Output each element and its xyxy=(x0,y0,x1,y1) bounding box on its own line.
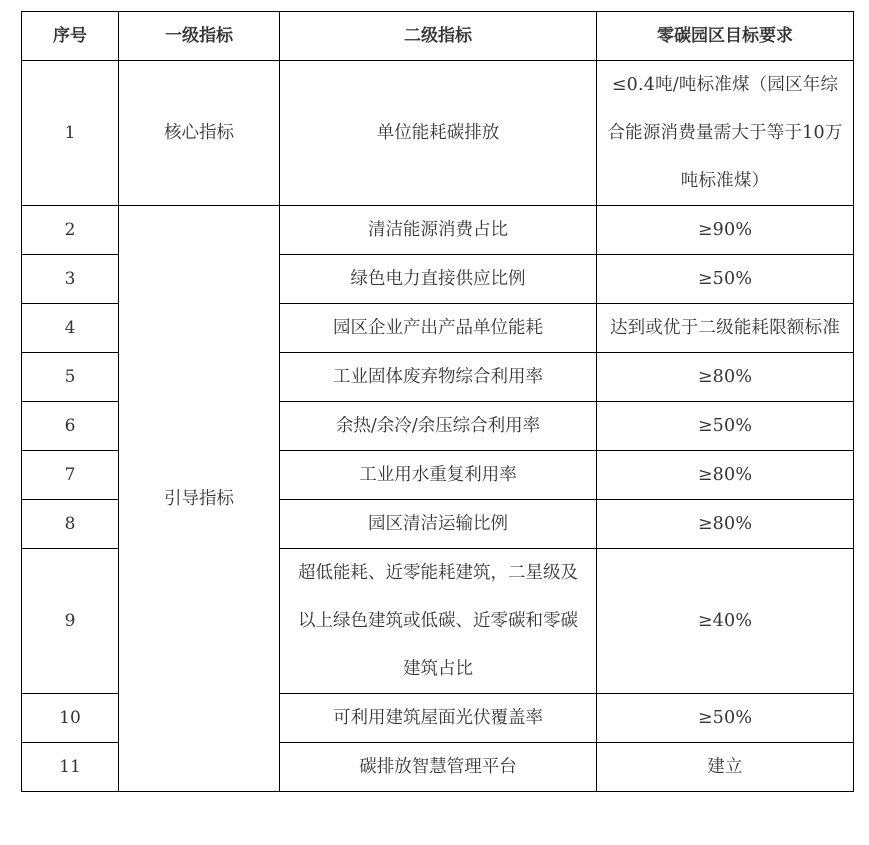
cell-serial: 7 xyxy=(22,451,119,500)
cell-serial: 10 xyxy=(22,694,119,743)
header-target: 零碳园区目标要求 xyxy=(597,12,854,61)
cell-target: ≥80% xyxy=(597,500,854,549)
cell-level2: 超低能耗、近零能耗建筑，二星级及以上绿色建筑或低碳、近零碳和零碳建筑占比 xyxy=(280,549,597,694)
cell-level2: 园区企业产出产品单位能耗 xyxy=(280,304,597,353)
cell-target: ≥80% xyxy=(597,451,854,500)
cell-target: ≥90% xyxy=(597,206,854,255)
cell-target: ≥50% xyxy=(597,694,854,743)
header-row xyxy=(22,12,854,61)
cell-level2: 工业用水重复利用率 xyxy=(280,451,597,500)
cell-target: ≥40% xyxy=(597,549,854,694)
cell-serial: 4 xyxy=(22,304,119,353)
cell-serial: 3 xyxy=(22,255,119,304)
cell-serial: 5 xyxy=(22,353,119,402)
table-body xyxy=(22,61,854,792)
cell-target: ≥80% xyxy=(597,353,854,402)
cell-serial: 2 xyxy=(22,206,119,255)
cell-target: ≥50% xyxy=(597,255,854,304)
cell-target: ≤0.4吨/吨标准煤（园区年综合能源消费量需大于等于10万吨标准煤） xyxy=(597,61,854,206)
indicator-table xyxy=(21,11,854,792)
cell-serial: 11 xyxy=(22,743,119,792)
cell-level2: 可利用建筑屋面光伏覆盖率 xyxy=(280,694,597,743)
cell-level2: 单位能耗碳排放 xyxy=(280,61,597,206)
cell-serial: 8 xyxy=(22,500,119,549)
cell-serial: 9 xyxy=(22,549,119,694)
cell-level2: 碳排放智慧管理平台 xyxy=(280,743,597,792)
cell-target: 达到或优于二级能耗限额标准 xyxy=(597,304,854,353)
cell-target: ≥50% xyxy=(597,402,854,451)
cell-level2: 余热/余冷/余压综合利用率 xyxy=(280,402,597,451)
header-level1: 一级指标 xyxy=(119,12,280,61)
cell-level2: 工业固体废弃物综合利用率 xyxy=(280,353,597,402)
cell-target: 建立 xyxy=(597,743,854,792)
cell-level2: 园区清洁运输比例 xyxy=(280,500,597,549)
header-level2: 二级指标 xyxy=(280,12,597,61)
table-header xyxy=(22,12,854,61)
table-row xyxy=(22,206,854,255)
cell-serial: 1 xyxy=(22,61,119,206)
cell-level2: 清洁能源消费占比 xyxy=(280,206,597,255)
cell-level2: 绿色电力直接供应比例 xyxy=(280,255,597,304)
table-row xyxy=(22,61,854,206)
cell-level1-guide: 引导指标 xyxy=(119,206,280,792)
cell-serial: 6 xyxy=(22,402,119,451)
header-serial: 序号 xyxy=(22,12,119,61)
cell-level1-core: 核心指标 xyxy=(119,61,280,206)
